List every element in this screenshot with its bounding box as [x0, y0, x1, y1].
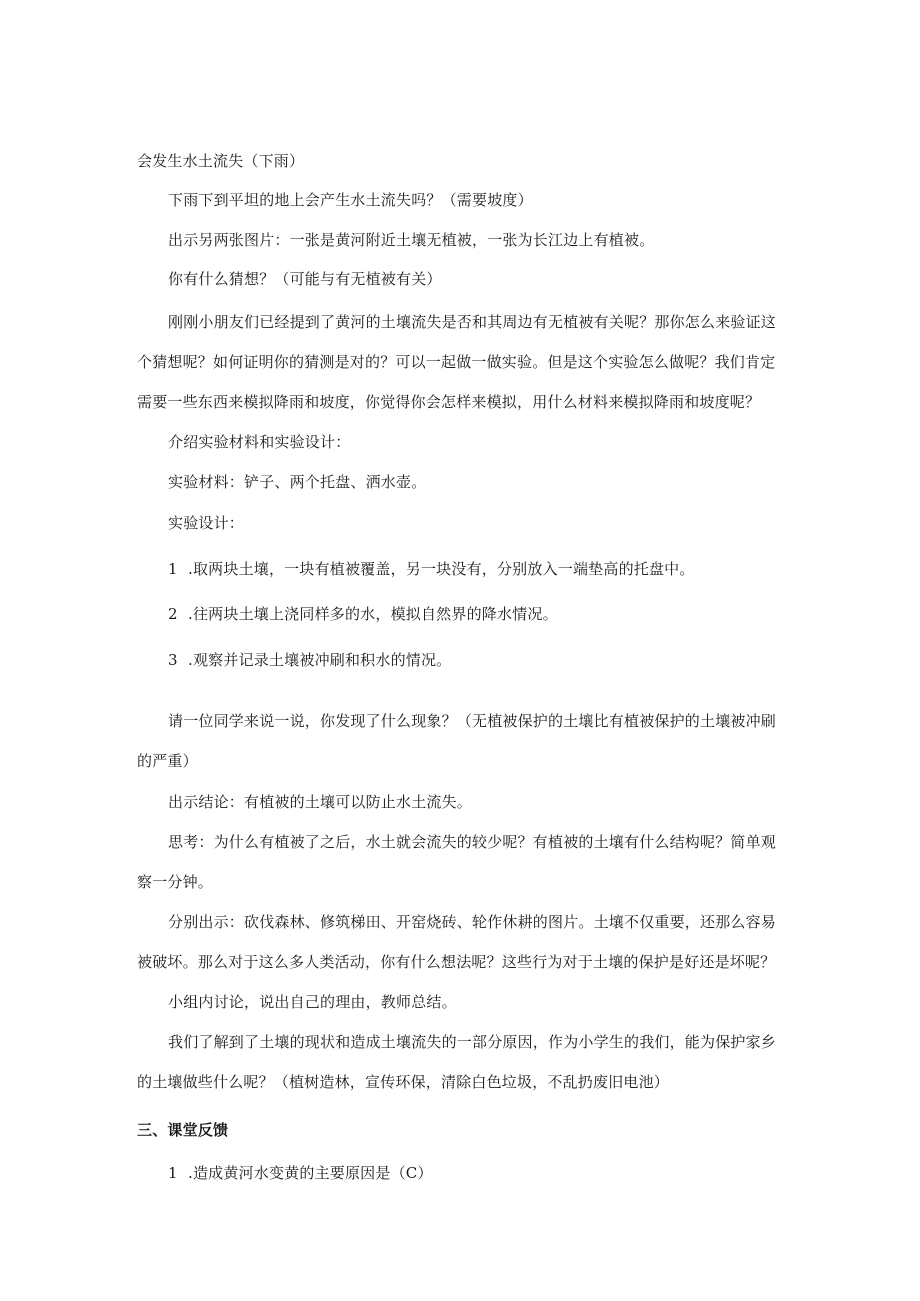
list-item-number: 3: [168, 651, 178, 669]
list-item: [168, 604, 558, 624]
paragraph-line: 请一位同学来说一说，你发现了什么现象？（无植被保护的土壤比有植被保护的土壤被冲刷: [168, 712, 777, 730]
paragraph-line: 察一分钟。: [137, 873, 214, 891]
list-item: [168, 559, 695, 579]
list-item-number: 1: [168, 560, 178, 578]
paragraph-line: 思考：为什么有植被了之后，水土就会流失的较少呢？有植被的土壤有什么结构呢？简单观: [168, 833, 777, 851]
paragraph-line: 分别出示：砍伐森林、修筑梯田、开窑烧砖、轮作休耕的图片。土壤不仅重要，还那么容易: [168, 913, 777, 931]
list-item-text: .往两块土壤上浇同样多的水，模拟自然界的降水情况。: [188, 605, 558, 623]
paragraph-line: 实验设计：: [168, 514, 245, 532]
paragraph-line: 刚刚小朋友们已经提到了黄河的土壤流失是否和其周边有无植被有关呢？那你怎么来验证这: [168, 313, 777, 331]
paragraph-line: 我们了解到了土壤的现状和造成土壤流失的一部分原因，作为小学生的我们，能为保护家乡: [168, 1033, 777, 1051]
list-item-number: 2: [168, 605, 178, 623]
paragraph-line: 的严重）: [137, 752, 198, 770]
section-heading: 三、课堂反馈: [137, 1121, 229, 1139]
paragraph-line: 出示另两张图片：一张是黄河附近土壤无植被，一张为长江边上有植被。: [168, 231, 655, 249]
paragraph-line: 出示结论：有植被的土壤可以防止水土流失。: [168, 793, 473, 811]
paragraph-line: 小组内讨论，说出自己的理由，教师总结。: [168, 993, 457, 1011]
list-item-text: .观察并记录土壤被冲刷和积水的情况。: [188, 651, 452, 669]
paragraph-line: 的土壤做些什么呢？（植树造林，宣传环保，清除白色垃圾，不乱扔废旧电池）: [137, 1073, 670, 1091]
question-text: .造成黄河水变黄的主要原因是（C）: [188, 1164, 433, 1182]
question-item: [168, 1163, 433, 1183]
paragraph-line: 个猜想呢？如何证明你的猜测是对的？可以一起做一做实验。但是这个实验怎么做呢？我们肯定: [137, 353, 776, 371]
paragraph-line: 需要一些东西来模拟降雨和坡度，你觉得你会怎样来模拟，用什么材料来模拟降雨和坡度呢？: [137, 393, 761, 411]
list-item-text: .取两块土壤，一块有植被覆盖，另一块没有，分别放入一端垫高的托盘中。: [188, 560, 695, 578]
paragraph-line: 会发生水土流失（下雨）: [137, 152, 305, 170]
paragraph-line: 你有什么猜想？（可能与有无植被有关）: [168, 270, 442, 288]
question-number: 1: [168, 1164, 178, 1182]
list-item: [168, 650, 451, 670]
paragraph-line: 被破坏。那么对于这么多人类活动，你有什么想法呢？这些行为对于土壤的保护是好还是坏呢？: [137, 953, 776, 971]
paragraph-line: 实验材料：铲子、两个托盘、洒水壶。: [168, 473, 427, 491]
paragraph-line: 下雨下到平坦的地上会产生水土流失吗？（需要坡度）: [168, 191, 533, 209]
paragraph-line: 介绍实验材料和实验设计：: [168, 433, 351, 451]
